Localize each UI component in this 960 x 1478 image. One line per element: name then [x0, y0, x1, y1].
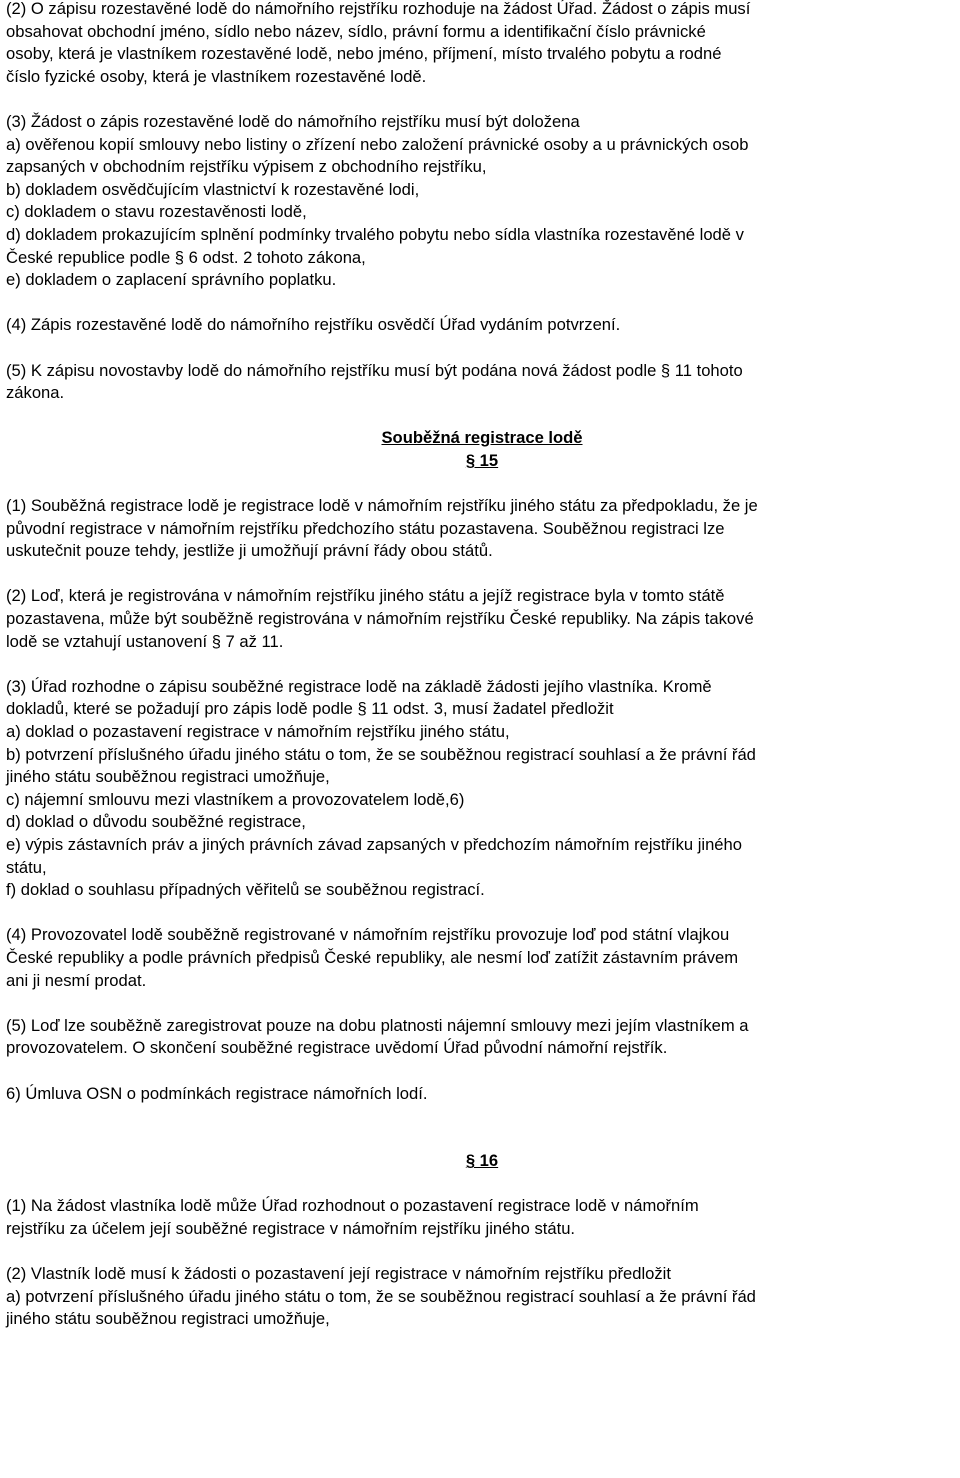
text-line: číslo fyzické osoby, která je vlastníkem rozestavěné lodě. — [6, 66, 427, 86]
text-line: lodě se vztahují ustanovení § 7 až 11. — [6, 631, 284, 651]
text-line: dokladů, které se požadují pro zápis lodě podle § 11 odst. 3, musí žadatel předložit — [6, 699, 614, 719]
text-line: rejstříku za účelem její souběžné registrace v námořním rejstříku jiného státu. — [6, 1218, 576, 1238]
text-line: b) dokladem osvědčujícím vlastnictví k rozestavěné lodi, — [6, 179, 420, 199]
section-title: Souběžná registrace lodě — [381, 428, 583, 448]
section-sign[interactable]: § 16 — [465, 1151, 499, 1171]
text-line: obsahovat obchodní jméno, sídlo nebo název, sídlo, právní formu a identifikační číslo právnické — [6, 21, 706, 41]
text-line: (2) Loď, která je registrována v námořním rejstříku jiného státu a jejíž registrace byla v tomto státě — [6, 586, 725, 606]
paragraph-4 — [6, 314, 958, 337]
section-15-paragraph-4 — [6, 924, 958, 992]
text-line: (2) O zápisu rozestavěné lodě do námořního rejstříku rozhoduje na žádost Úřad. Žádost o zápis musí — [6, 0, 751, 18]
footnote-6 — [6, 1083, 958, 1106]
section-15-heading — [6, 427, 958, 472]
text-line: uskutečnit pouze tehdy, jestliže ji umožňují právní řády obou států. — [6, 541, 493, 561]
text-line: (3) Žádost o zápis rozestavěné lodě do námořního rejstříku musí být doložena — [6, 111, 580, 131]
text-line: zapsaných v obchodním rejstříku výpisem z obchodního rejstříku, — [6, 157, 487, 177]
text-line: a) ověřenou kopií smlouvy nebo listiny o zřízení nebo založení právnické osoby a u právnických osob — [6, 134, 749, 154]
text-line: (2) Vlastník lodě musí k žádosti o pozastavení její registrace v námořním rejstříku předložit — [6, 1264, 671, 1284]
section-15-paragraph-3 — [6, 676, 958, 902]
text-line: pozastavena, může být souběžně registrována v námořním rejstříku České republiky. Na zápis takové — [6, 609, 754, 629]
paragraph-5 — [6, 360, 958, 405]
section-15-paragraph-5 — [6, 1015, 958, 1060]
paragraph-3 — [6, 111, 958, 292]
text-line: původní registrace v námořním rejstříku předchozího státu pozastavena. Souběžnou registraci lze — [6, 518, 725, 538]
section-16-heading — [6, 1150, 958, 1173]
text-line: b) potvrzení příslušného úřadu jiného státu o tom, že se souběžnou registrací souhlasí a že právní řád — [6, 744, 756, 764]
text-line: a) potvrzení příslušného úřadu jiného státu o tom, že se souběžnou registrací souhlasí a že právní řád — [6, 1286, 756, 1306]
text-line: státu, — [6, 857, 47, 877]
section-15-paragraph-1 — [6, 495, 958, 563]
text-line: ani ji nesmí prodat. — [6, 970, 147, 990]
text-line: a) doklad o pozastavení registrace v námořním rejstříku jiného státu, — [6, 722, 510, 741]
text-line: c) nájemní smlouvu mezi vlastníkem a provozovatelem lodě,6) — [6, 789, 465, 809]
text-line: zákona. — [6, 383, 65, 403]
text-line: (5) K zápisu novostavby lodě do námořního rejstříku musí být podána nová žádost podle § 11 tohoto — [6, 360, 743, 380]
section-16-paragraph-2 — [6, 1263, 958, 1331]
section-sign[interactable]: § 15 — [465, 450, 499, 470]
text-line: (4) Zápis rozestavěné lodě do námořního rejstříku osvědčí Úřad vydáním potvrzení. — [6, 315, 621, 335]
text-line: 6) Úmluva OSN o podmínkách registrace námořních lodí. — [6, 1083, 428, 1103]
paragraph-2 — [6, 0, 958, 88]
text-line: (5) Loď lze souběžně zaregistrovat pouze na dobu platnosti nájemní smlouvy mezi jejím vlastníkem a — [6, 1015, 749, 1035]
text-line: (1) Souběžná registrace lodě je registrace lodě v námořním rejstříku jiného státu za předpokladu, že je — [6, 496, 758, 516]
text-line: d) dokladem prokazujícím splnění podmínky trvalého pobytu nebo sídla vlastníka rozestavěné lodě v — [6, 224, 744, 244]
text-line: d) doklad o důvodu souběžné registrace, — [6, 812, 306, 832]
text-line: provozovatelem. O skončení souběžné registrace uvědomí Úřad původní námořní rejstřík. — [6, 1038, 668, 1058]
text-line: e) výpis zástavních práv a jiných právních závad zapsaných v předchozím námořním rejstříku jiného — [6, 834, 742, 854]
text-line: c) dokladem o stavu rozestavěnosti lodě, — [6, 202, 307, 222]
text-line: osoby, která je vlastníkem rozestavěné lodě, nebo jméno, příjmení, místo trvalého pobytu a rodné — [6, 44, 722, 64]
section-15-paragraph-2 — [6, 585, 958, 653]
text-line: jiného státu souběžnou registraci umožňuje, — [6, 1309, 330, 1329]
text-line: e) dokladem o zaplacení správního poplatku. — [6, 270, 337, 290]
text-line: f) doklad o souhlasu případných věřitelů se souběžnou registrací. — [6, 880, 485, 900]
text-line: České republice podle § 6 odst. 2 tohoto zákona, — [6, 247, 366, 267]
text-line: jiného státu souběžnou registraci umožňuje, — [6, 767, 330, 787]
text-line: České republiky a podle právních předpisů České republiky, ale nesmí loď zatížit zástavním právem — [6, 947, 739, 967]
text-line: (4) Provozovatel lodě souběžně registrované v námořním rejstříku provozuje loď pod státní vlajkou — [6, 925, 730, 945]
document-page — [6, 0, 958, 1331]
text-line: (3) Úřad rozhodne o zápisu souběžné registrace lodě na základě žádosti jejího vlastníka. Kromě — [6, 676, 712, 696]
text-line: (1) Na žádost vlastníka lodě může Úřad rozhodnout o pozastavení registrace lodě v námořním — [6, 1196, 699, 1216]
section-16-paragraph-1 — [6, 1195, 958, 1240]
